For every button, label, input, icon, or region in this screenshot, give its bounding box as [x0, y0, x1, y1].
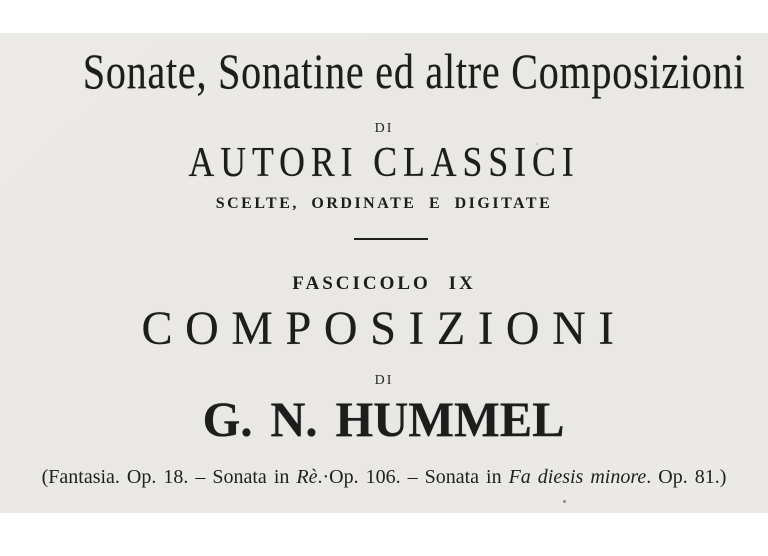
works-segment: (Fantasia. Op. 18. – Sonata in [41, 466, 297, 488]
series-title-text: Sonate, Sonatine ed altre Composizioni [82, 43, 746, 99]
scanned-title-page [0, 33, 768, 513]
series-title [0, 43, 768, 99]
composer-name-text: G. N. HUMMEL [203, 391, 565, 447]
fascicle-label: FASCICOLO IX [292, 273, 476, 294]
works-segment: .·Op. 106. – Sonata in [317, 466, 509, 488]
works-list [0, 467, 768, 487]
subtitle-line: SCELTE, ORDINATE E DIGITATE [215, 195, 553, 212]
authors-title [0, 142, 768, 184]
works-segment: . Op. 81.) [646, 466, 727, 488]
authors-title-text: AUTORI CLASSICI [188, 140, 580, 186]
main-title-text: COMPOSIZIONI [141, 302, 627, 355]
di-separator-lower: DI [374, 373, 394, 388]
composer-name [0, 391, 768, 447]
scan-speck [536, 143, 538, 145]
scan-speck [563, 500, 566, 503]
works-segment-key-re: Rè [296, 466, 318, 488]
di-separator-upper: DI [374, 121, 394, 136]
main-title [0, 302, 768, 355]
divider-rule [354, 238, 428, 240]
works-segment-key-fa-diesis: Fa diesis minore [508, 466, 647, 488]
